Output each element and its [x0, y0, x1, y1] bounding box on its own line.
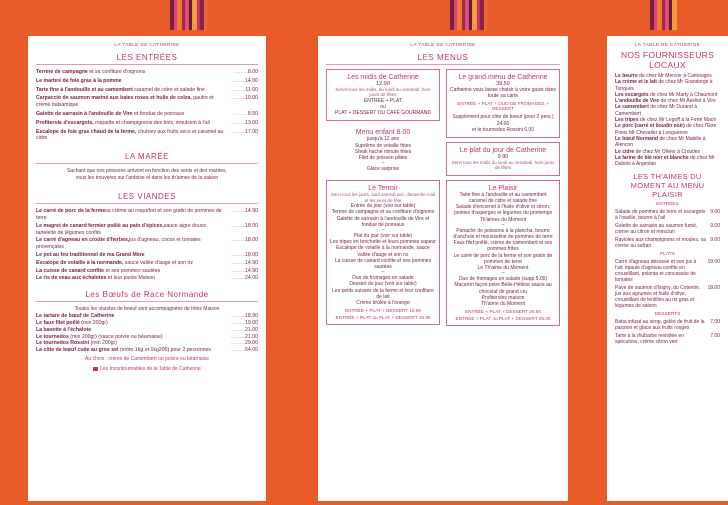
menu-item — [36, 69, 258, 76]
thaime-name: Baba infusé au sirop, gelée de fruit de la passion et glace aux fruits rouges — [615, 319, 705, 332]
brand-label: LA TABLE DE CATHERINE — [114, 42, 180, 47]
item-name — [36, 208, 227, 222]
item-desc: et fondue de poireaux — [132, 110, 185, 117]
menu-line: – — [381, 269, 385, 276]
thaimes-desserts-title: DESSERTS — [654, 312, 681, 318]
item-title: La côte de bœuf cuite au gros sel — [36, 347, 119, 354]
supplier-product: L'andouille de Vire — [615, 98, 660, 105]
item-name — [36, 120, 210, 127]
top-stripes-right — [650, 0, 677, 30]
thaime-dish — [615, 237, 720, 249]
item-price: ..... 18.00 — [230, 223, 258, 237]
menu-jour — [446, 142, 560, 176]
thaime-name: Pavé de saumon d'Isigny, du Cotentin, jus aux agrumes et huile d'olive, croustillant de lentilles au riz gras et légumes de saison — [615, 285, 701, 310]
item-name — [36, 252, 145, 259]
menu-enfant-title — [329, 129, 437, 136]
section-title-boeufs: Les Bœufs de Race Normande — [36, 290, 258, 302]
item-desc: caramel de cidre et salade fine — [132, 86, 205, 93]
item-price: ..... 18.90 — [230, 313, 258, 320]
supplier-product: La crème et le lait — [615, 79, 657, 86]
supplier-source: de chez Mr Marty à Chaumont — [648, 91, 718, 98]
menu-enfant-price: 8.00 — [396, 129, 411, 137]
item-desc: sauce aigre douce, tartelette de légumes confits — [36, 222, 208, 236]
thaime-price: 18.00 — [707, 285, 720, 292]
item-name — [36, 347, 211, 354]
item-price: ..... 19.00 — [230, 320, 258, 327]
menu-item — [36, 260, 258, 267]
menu-line: Duo de fromages en salade — [352, 275, 414, 282]
item-name — [36, 313, 114, 320]
menu-grand-formula: ENTRÉE + PLAT + DUO DE FROMAGES + DESSERT — [457, 101, 549, 112]
menu-enfant-name: Menu enfant — [355, 129, 395, 137]
menu-grand-supp2: et le tournedos Rossini 6.00 — [472, 126, 534, 133]
item-price: ..... 14.00 — [230, 78, 258, 85]
item-desc: chutney aux fruits secs et caramel au cidre — [36, 128, 224, 142]
menu-item — [36, 347, 258, 354]
item-title: Le magret de canard fermier poêlé au pain d'épices, — [36, 222, 164, 229]
menu-line: – — [381, 227, 385, 234]
menu-midis — [326, 69, 440, 121]
supplier-product: Les tripes — [615, 117, 639, 124]
thaime-price: 9.00 — [710, 223, 720, 230]
item-price: ..... 8.50 — [233, 111, 258, 118]
supplier-product: Le camembert — [615, 104, 649, 111]
item-price: ..... 13.00 — [230, 120, 258, 127]
menu-line: Tarte fine à l'andouille et au camembert caramel de cidre et salade fine — [459, 191, 547, 205]
menu-plaisir-formula2: ENTRÉE + PLAT ou PLAT + DESSERT 25.00 — [455, 316, 551, 322]
item-name — [36, 237, 227, 251]
entrees-list — [36, 69, 258, 142]
menu-line: Profiteroles maison — [481, 294, 525, 301]
menu-line: Th'aime du Moment — [480, 301, 526, 308]
item-price: ..... 64.00 — [230, 347, 258, 354]
item-price: ..... 18.00 — [230, 237, 258, 251]
supplier-source: de chez l'Etre Prieis Mr Chevalier à Longuenoe — [615, 123, 717, 136]
au-choix-note: Au choix : crème de Camembert ou poivre ou béarnaise — [85, 355, 209, 362]
supplier-product: Le cidre — [615, 148, 635, 155]
item-price: ..... 21.00 — [230, 327, 258, 334]
thaimes-title: LES TH'AIMES DU MOMENT AU MENU PLAISIR — [630, 172, 705, 200]
menu-line: Les petits suisses de la ferme et leur confiture de lait — [332, 287, 434, 300]
item-price: ..... 10.00 — [230, 95, 258, 109]
item-title: Le faux filet poêlé — [36, 319, 80, 326]
menu-plaisir-title: Le Plaisir — [488, 184, 518, 192]
menu-terroir-items — [330, 203, 436, 306]
item-name — [36, 327, 91, 334]
supplier-source: de chez Mr Mercier à Camouges — [637, 73, 712, 79]
menu-terroir-title: Le Terroir — [368, 185, 398, 193]
item-title: Le pot au feu traditionnel de ma Grand Mère — [36, 251, 145, 258]
supplier-source: de chez Mr Dubois à Argentan — [615, 154, 715, 168]
item-title: Le tournedos — [36, 333, 69, 340]
item-name — [36, 320, 108, 327]
menu-line: Panaché de poissons à la plancha, beurre d'anchois et mousseline de pommes de terre — [453, 227, 553, 241]
thaimes-entrees-list — [615, 209, 720, 249]
menu-line: Duo de fromages en salade (supp 5.00) — [458, 276, 548, 283]
supplier-item — [615, 79, 720, 92]
menu-item — [36, 268, 258, 275]
item-name — [36, 95, 227, 109]
item-desc: (min 200gr) (sauce poivre ou béarnaise) — [68, 333, 163, 340]
section-title-entrees: LES ENTRÉES — [36, 53, 258, 65]
thaime-name: Galette de sarrasin au saumon fumé, crème au citron et mesclun — [615, 223, 698, 236]
maree-note-1: Sachant que nos poissons arrivent en fonction des vents et des marées, — [67, 168, 227, 175]
item-price: ..... 8.00 — [233, 69, 258, 76]
item-desc: et ses pommes sautées — [104, 267, 161, 274]
menu-plaisir-formula1: ENTRÉE + PLAT + DESSERT 26.50 — [465, 309, 541, 315]
supplier-product: Le porc (carré et boudin noir) — [615, 123, 685, 130]
menu-grand — [446, 69, 560, 138]
fournisseurs-list — [615, 73, 720, 167]
item-name — [36, 268, 160, 275]
item-price: ..... 14.90 — [230, 268, 258, 275]
menu-line: Macaron façon poire Belle-Hélène sauce au chocolat de grand cru — [454, 282, 552, 295]
item-desc: (min 200gr) — [79, 319, 108, 326]
flag-icon — [93, 367, 98, 371]
fournisseurs-title: NOS FOURNISSEURS LOCAUX — [620, 50, 715, 70]
section-title-maree: LA MARÉE — [36, 152, 258, 164]
item-name — [36, 340, 117, 347]
item-price: ..... 17.00 — [230, 129, 258, 143]
menu-item — [36, 87, 258, 94]
supplier-source: de chez Mr Aseliot à Vire — [659, 98, 716, 105]
menu-line: Terrine de campagne et sa confiture d'oignons — [331, 209, 435, 216]
item-title: Le tartare de bœuf de Catherine — [36, 313, 115, 320]
supplier-source: de chez Mr Grandorge à Tonques — [615, 79, 713, 92]
thaime-dish — [615, 285, 720, 309]
item-price: ..... 14.90 — [230, 260, 258, 267]
brand-label: LA TABLE DE CATHERINE — [634, 42, 701, 47]
item-title: Le ris de veau aux échalotes — [36, 275, 107, 282]
item-desc: roquette et champignons des bois, émulsion à l'ail — [93, 119, 210, 126]
item-desc: (entre 1kg et 1kg200) pour 2 personnes — [118, 347, 212, 354]
menu-terroir-note: Servi tous les jours, sauf samedi soir, dimanche midi et les jours de fête — [330, 192, 436, 203]
menu-line: La cuisse de canard confite et ses pommes sautées — [334, 257, 432, 271]
thaime-price: 7.00 — [710, 333, 720, 340]
menu-enfant-item: Steak haché minute frites — [354, 148, 412, 155]
menu-item — [36, 208, 258, 222]
item-title: Galette de sarrasin à l'andouille de Vire — [36, 110, 133, 117]
supplier-item — [615, 123, 720, 136]
thaimes-desserts-list — [615, 319, 720, 345]
menu-line: – — [501, 270, 505, 277]
thaimes-plats-title: PLATS — [660, 252, 675, 258]
menu-midis-ou: ou — [380, 104, 386, 111]
menu-grand-supp: Supplément pour côte de boeuf (pour 2 pers.) 24.00 — [452, 114, 554, 127]
menu-midis-formula: ENTRÉE + PLAT — [363, 97, 403, 104]
menu-item — [36, 223, 258, 237]
menu-midis-note: Servis tous les midis, du lundi au vendredi, hors jours de fêtes — [335, 87, 431, 98]
item-price: ..... 18.00 — [230, 252, 258, 259]
item-name — [36, 129, 227, 143]
thaime-price: 7.00 — [710, 319, 720, 326]
supplier-source: de chez Mr Legoff à la Ferté Macé — [638, 117, 717, 124]
menu-item — [36, 340, 258, 347]
menu-enfant-age: jusqu'à 12 ans — [366, 136, 400, 143]
viandes-list — [36, 208, 258, 282]
item-title: Tarte fine à l'andouille et au camembert — [36, 86, 133, 93]
item-desc: (min 200gr) — [89, 340, 118, 347]
thaimes-plats-list — [615, 259, 720, 309]
thaime-dish — [615, 319, 720, 331]
item-title: Le tournedos Rossini — [36, 340, 90, 347]
menu-enfant-dash: – — [381, 160, 385, 167]
menu-item — [36, 95, 258, 109]
menu-item — [36, 111, 258, 118]
menu-line: Escalope de volaille à la normande, sauce vallée d'auge et son riz — [336, 245, 430, 258]
menu-jour-note: Servi tous les midis du lundi au vendredi, hors jours de fêtes — [451, 160, 555, 171]
item-name — [36, 87, 205, 94]
menu-grand-price: 39.50 — [496, 81, 510, 87]
menu-item — [36, 320, 258, 327]
item-price: ..... 14.90 — [230, 208, 258, 222]
top-stripes-mid — [450, 0, 487, 30]
menu-grand-note: Catherine vous laisse choisir à votre guise dans toute sa carte — [450, 87, 556, 100]
supplier-product: Les escargots — [615, 91, 649, 98]
section-title-viandes: LES VIANDES — [36, 192, 258, 204]
menu-plaisir-items — [450, 192, 556, 307]
menu-jour-title: Le plat du jour de Catherine — [459, 147, 547, 155]
item-title: Escalope de volaille à la normande, — [36, 259, 124, 266]
supplier-product: Le beurre — [615, 73, 638, 79]
item-price: ..... 21.00 — [230, 334, 258, 341]
section-title-menus: LES MENUS — [326, 53, 560, 65]
menu-terroir — [326, 180, 440, 325]
item-name — [36, 78, 122, 85]
menu-terroir-formula1: ENTRÉE + PLAT + DESSERT 19.90 — [345, 308, 421, 314]
boeufs-list — [36, 313, 258, 354]
item-price: ..... 11.00 — [231, 87, 258, 94]
supplier-item — [615, 104, 720, 117]
item-name — [36, 111, 184, 118]
top-stripes-left — [170, 0, 207, 30]
menu-line: Les tripes en brochette et leurs pommes vapeur — [330, 239, 436, 246]
menu-line: Dessert du jour (voir sur table) — [349, 281, 417, 288]
item-price: ..... 24.00 — [230, 275, 258, 282]
item-desc: jus d'agneau, cocos et tomates provençales — [36, 237, 201, 251]
thaime-price: 9.00 — [710, 237, 720, 244]
item-title: Profiterole d'escargots, — [36, 119, 94, 126]
thaime-dish — [615, 209, 720, 221]
menu-line: Th'aimes du Moment — [479, 216, 527, 223]
thaimes-entrees-title: ENTRÉES — [656, 202, 679, 208]
item-desc: et sa confiture d'oignons — [87, 69, 146, 75]
menu-line: Le carré de porc de la ferme et son gratin de pommes de terre — [453, 252, 553, 265]
panel-menus — [318, 36, 568, 501]
menu-enfant-item: Suprême de volaille frites — [354, 142, 412, 149]
supplier-source: de chez Mr Olivier à Croutles — [634, 148, 701, 155]
item-desc: sa crème au roquefort et son gratin de pommes de terre — [36, 208, 222, 221]
menu-line: Plat du jour (voir sur table) — [353, 233, 413, 240]
menu-jour-price: 9.90 — [497, 154, 509, 161]
menu-midis-price: 12.90 — [376, 81, 390, 87]
menu-item — [36, 327, 258, 334]
brand-label: LA TABLE DE CATHERINE — [410, 42, 476, 47]
menu-line: Faux filet poêlé, crème de camembert et ses pommes frites — [453, 240, 553, 253]
menus-col-left — [326, 69, 440, 330]
item-title: Carpaccio de saumon mariné aux baies roses et huile de colza, — [36, 95, 192, 102]
menu-item — [36, 129, 258, 143]
panel-fournisseurs — [607, 36, 728, 501]
menu-line: – — [501, 221, 505, 228]
item-name — [36, 260, 193, 267]
item-price: ..... 29.00 — [230, 340, 258, 347]
menu-enfant-item: Filet de poisson pâtes — [358, 155, 408, 162]
menus-columns — [326, 69, 560, 330]
menu-enfant-dessert: Glace surprise — [366, 166, 400, 173]
item-desc: sauce vallée d'auge et son riz — [123, 259, 193, 266]
thaime-dish — [615, 333, 720, 345]
supplier-product: Le bœuf Normand — [615, 135, 659, 142]
item-desc: et leur purée Maison — [106, 275, 156, 282]
item-name — [36, 334, 163, 341]
menu-item — [36, 78, 258, 85]
thaime-name: Tarte à la rhubarbe revisitée en spéculoos, crème citron vert — [615, 333, 684, 346]
thaime-dish — [615, 259, 720, 283]
maree-note-2: vous les trouverez sur l'ardoise et dans les th'aimes de la saison — [75, 175, 219, 182]
item-name — [36, 69, 145, 76]
item-desc: gaufre et crème balsamique — [36, 95, 214, 109]
menu-item — [36, 313, 258, 320]
supplier-source: de chez Mr Mabille à Alencon — [615, 135, 706, 149]
menu-line: Salade d'encornet à l'huile d'olive et citron, pointes d'asperges et légumes du printemps — [454, 204, 552, 217]
thaime-name: Carré d'agneau désossé et son jus à l'ail, épaule d'agneau confite en croustillant, polenta et concassée de tomates — [615, 259, 697, 284]
menu-line: Crème brûlée à l'orange — [356, 300, 410, 307]
boeufs-note: Toutes les viandes de boeuf sont accompagnées de frites Maison — [74, 306, 220, 313]
menu-midis-formula2: PLAT + DESSERT OU CAFÉ GOURMAND — [335, 110, 431, 117]
thaime-name: Salade de pommes de terre et escargots à l'oseille, beurre à l'ail — [615, 209, 706, 222]
incontournables-footer — [36, 366, 258, 373]
panel-entrees-viandes — [28, 36, 266, 501]
incontournables-label: Les Incontournables de la Table de Catherine — [100, 365, 201, 372]
menu-item — [36, 252, 258, 259]
menu-line: Entrée du jour (voir sur table) — [350, 203, 416, 210]
menus-col-right — [446, 69, 560, 330]
item-title: Terrine de campagne — [36, 69, 88, 75]
menu-midis-title: Les midis de Catherine — [347, 74, 419, 81]
menu-enfant — [326, 125, 440, 176]
item-title: La bavette à l'échalote — [36, 326, 92, 333]
menu-item — [36, 275, 258, 282]
menu-line: Le Th'aime du Moment — [477, 265, 529, 272]
item-title: Escalope de foie gras chaud de la ferme, — [36, 128, 137, 135]
item-name — [36, 223, 227, 237]
item-title: Le marbré de foie gras à la pomme — [36, 77, 122, 84]
menu-terroir-formula2: ENTRÉE + PLAT ou PLAT + DESSERT 18.90 — [335, 315, 431, 321]
menu-item — [36, 120, 258, 127]
item-title: Le carré de porc de la ferme — [36, 208, 106, 215]
menu-line: Galette de sarrasin à l'andouille de Vire et fondue de poireaux — [336, 215, 430, 228]
item-title: La cuisse de canard confite — [36, 267, 105, 274]
supplier-item — [615, 136, 720, 149]
item-name — [36, 275, 155, 282]
supplier-product: La farine de blé noir et blanche — [615, 154, 689, 161]
menu-grand-title: Le grand menu de Catherine — [458, 74, 548, 81]
item-title: Le carré d'agneau en croûte d'herbes, — [36, 237, 130, 244]
thaime-dish — [615, 223, 720, 235]
menu-item — [36, 334, 258, 341]
thaime-price: 19.00 — [707, 259, 720, 266]
menu-plaisir — [446, 180, 560, 326]
thaime-price: 9.00 — [710, 209, 720, 216]
supplier-item — [615, 155, 720, 168]
supplier-source: de chez Mr Durand à Camembert — [615, 104, 697, 117]
menu-item — [36, 237, 258, 251]
thaime-name: Ravioles aux champignons et moules, sa crème au safran — [615, 237, 706, 250]
